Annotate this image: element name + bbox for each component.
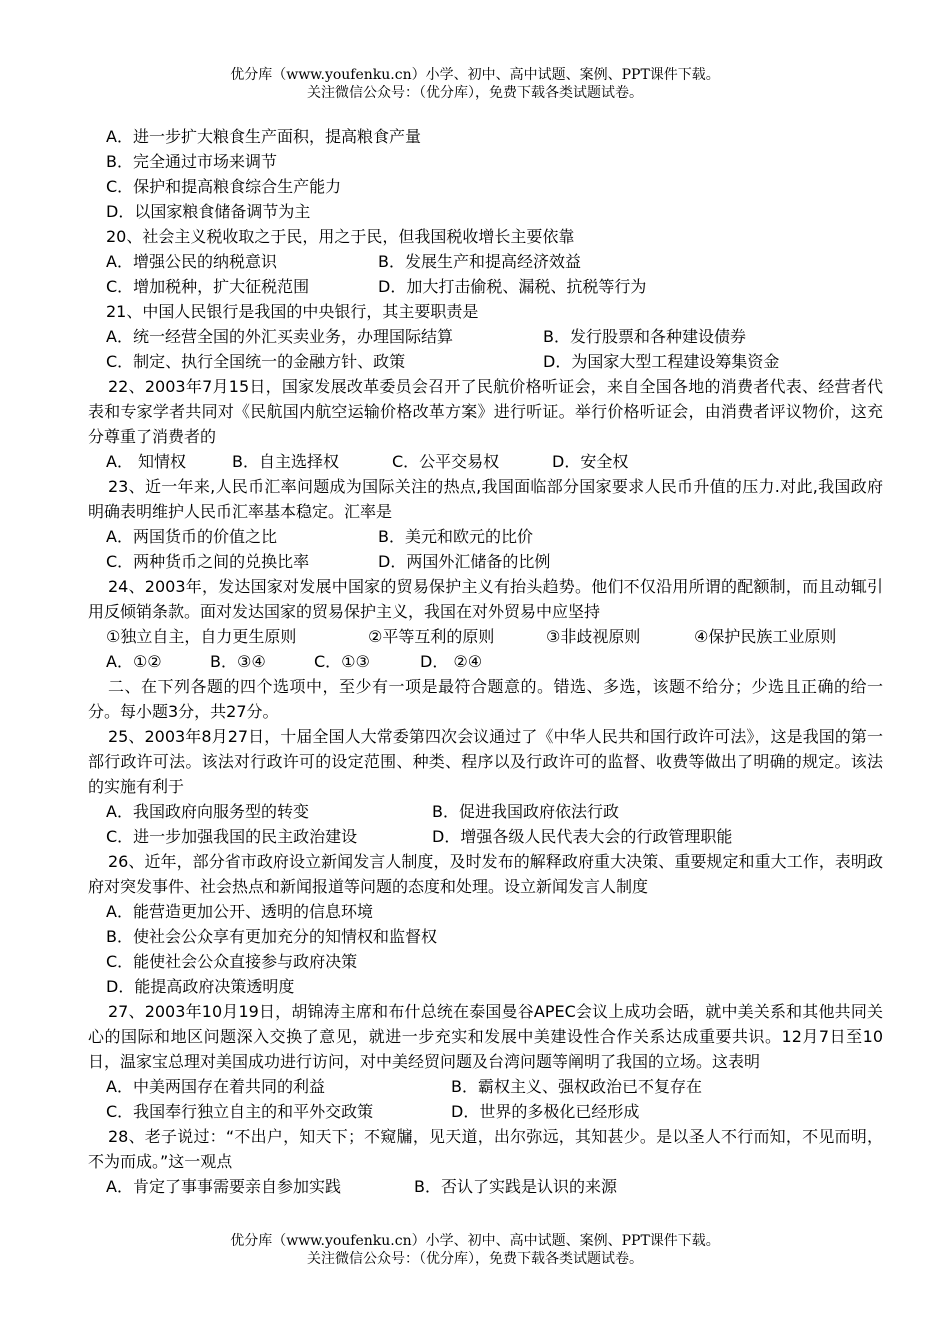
q25-option-a: A．我国政府向服务型的转变 xyxy=(106,802,309,821)
q27-options-row-2 xyxy=(88,1099,883,1124)
q20-option-c: C．增加税种，扩大征税范围 xyxy=(106,277,310,296)
q27-option-c: C．我国奉行独立自主的和平外交政策 xyxy=(106,1102,374,1121)
q27-options-row-1 xyxy=(88,1074,883,1099)
q25-options-row-2 xyxy=(88,824,883,849)
q22-options xyxy=(88,449,883,474)
q27-option-a: A．中美两国存在着共同的利益 xyxy=(106,1077,325,1096)
q26-stem: 26、近年，部分省市政府设立新闻发言人制度，及时发布的解释政府重大决策、重要规定和重大工作，表明政府对突发事件、社会热点和新闻报道等问题的态度和处理。设立新闻发言人制度 xyxy=(88,852,883,896)
q19-option-d: D．以国家粮食储备调节为主 xyxy=(106,202,311,221)
page-header xyxy=(0,66,950,102)
q20-options-row-1 xyxy=(88,249,883,274)
q24-option-c: C．①③ xyxy=(314,652,370,671)
q21-options-row-2 xyxy=(88,349,883,374)
q21-option-b: B．发行股票和各种建设债券 xyxy=(543,327,746,346)
q24-option-a: A．①② xyxy=(106,652,162,671)
section-2-instructions: 二、在下列各题的四个选项中，至少有一项是最符合题意的。错选、多选，该题不给分；少选且正确的给一分。每小题3分，共27分。 xyxy=(88,677,883,721)
q25-option-d: D．增强各级人民代表大会的行政管理职能 xyxy=(432,827,733,846)
q25-option-c: C．进一步加强我国的民主政治建设 xyxy=(106,827,358,846)
q22-option-a: A． 知情权 xyxy=(106,452,187,471)
q22-option-d: D．安全权 xyxy=(552,452,629,471)
q23-option-d: D．两国外汇储备的比例 xyxy=(378,552,551,571)
q26-option-a: A．能营造更加公开、透明的信息环境 xyxy=(106,902,373,921)
header-line-2: 关注微信公众号：（优分库），免费下载各类试题试卷。 xyxy=(307,85,643,101)
q20-stem: 20、社会主义税收取之于民，用之于民，但我国税收增长主要依靠 xyxy=(106,227,575,246)
q24-statement-4: ④保护民族工业原则 xyxy=(694,627,837,646)
q21-stem: 21、中国人民银行是我国的中央银行，其主要职责是 xyxy=(106,302,479,321)
q22-stem: 22、2003年7月15日，国家发展改革委员会召开了民航价格听证会，来自全国各地的消费者代表、经营者代表和专家学者共同对《民航国内航空运输价格改革方案》进行听证。举行价格听证会，由消费者评议物价，这充分尊重了消费者的 xyxy=(88,377,883,446)
q21-option-c: C．制定、执行全国统一的金融方针、政策 xyxy=(106,352,406,371)
q26-option-c: C．能使社会公众直接参与政府决策 xyxy=(106,952,358,971)
footer-line-1: 优分库（www.youfenku.cn）小学、初中、高中试题、案例、PPT课件下载。 xyxy=(230,1233,720,1249)
q19-option-a: A．进一步扩大粮食生产面积，提高粮食产量 xyxy=(106,127,421,146)
q25-options-row-1 xyxy=(88,799,883,824)
q27-stem: 27、2003年10月19日，胡锦涛主席和布什总统在泰国曼谷APEC会议上成功会晤，就中美关系和其他共同关心的国际和地区问题深入交换了意见，就进一步充实和发展中美建设性合作关系达成重要共识。12月7日至10日，温家宝总理对美国成功进行访问，对中美经贸问题及台湾问题等阐明了我国的立场。这表明 xyxy=(88,1002,883,1071)
q22-option-b: B．自主选择权 xyxy=(232,452,339,471)
q26-option-d: D．能提高政府决策透明度 xyxy=(106,977,295,996)
q23-stem: 23、近一年来,人民币汇率问题成为国际关注的热点,我国面临部分国家要求人民币升值的压力.对此,我国政府明确表明维护人民币汇率基本稳定。汇率是 xyxy=(88,477,883,521)
q24-option-d: D． ②④ xyxy=(420,652,483,671)
page-footer xyxy=(0,1232,950,1268)
q20-option-b: B．发展生产和提高经济效益 xyxy=(378,252,581,271)
exam-content xyxy=(88,124,883,1199)
q21-option-a: A．统一经营全国的外汇买卖业务，办理国际结算 xyxy=(106,327,453,346)
q24-options xyxy=(88,649,883,674)
q24-statement-1: ①独立自主，自力更生原则 xyxy=(106,627,297,646)
q21-options-row-1 xyxy=(88,324,883,349)
q27-option-d: D．世界的多极化已经形成 xyxy=(451,1102,640,1121)
q25-stem: 25、2003年8月27日，十届全国人大常委第四次会议通过了《中华人民共和国行政许可法》，这是我国的第一部行政许可法。该法对行政许可的设定范围、种类、程序以及行政许可的监督、收费等做出了明确的规定。该法的实施有利于 xyxy=(88,727,883,796)
q19-option-c: C．保护和提高粮食综合生产能力 xyxy=(106,177,342,196)
q25-option-b: B．促进我国政府依法行政 xyxy=(432,802,619,821)
q24-stem: 24、2003年，发达国家对发展中国家的贸易保护主义有抬头趋势。他们不仅沿用所谓的配额制，而且动辄引用反倾销条款。面对发达国家的贸易保护主义，我国在对外贸易中应坚持 xyxy=(88,577,883,621)
q23-option-a: A．两国货币的价值之比 xyxy=(106,527,277,546)
q19-option-b: B．完全通过市场来调节 xyxy=(106,152,277,171)
q23-options-row-2 xyxy=(88,549,883,574)
q20-option-a: A．增强公民的纳税意识 xyxy=(106,252,277,271)
q26-option-b: B．使社会公众享有更加充分的知情权和监督权 xyxy=(106,927,437,946)
q22-option-c: C．公平交易权 xyxy=(392,452,500,471)
q20-option-d: D．加大打击偷税、漏税、抗税等行为 xyxy=(378,277,647,296)
q23-option-c: C．两种货币之间的兑换比率 xyxy=(106,552,310,571)
q28-options-row-1 xyxy=(88,1174,883,1199)
q28-stem: 28、老子说过：“不出户，知天下；不窥牖，见天道，出尔弥远，其知甚少。是以圣人不行而知，不见而明，不为而成。”这一观点 xyxy=(88,1127,883,1171)
q21-option-d: D．为国家大型工程建设筹集资金 xyxy=(543,352,780,371)
header-line-1: 优分库（www.youfenku.cn）小学、初中、高中试题、案例、PPT课件下载。 xyxy=(230,67,720,83)
q28-option-b: B．否认了实践是认识的来源 xyxy=(414,1177,617,1196)
q24-statement-2: ②平等互利的原则 xyxy=(368,627,495,646)
q27-option-b: B．霸权主义、强权政治已不复存在 xyxy=(451,1077,702,1096)
footer-line-2: 关注微信公众号：（优分库），免费下载各类试题试卷。 xyxy=(307,1251,643,1267)
q24-option-b: B．③④ xyxy=(210,652,266,671)
q28-option-a: A．肯定了事事需要亲自参加实践 xyxy=(106,1177,341,1196)
q23-option-b: B．美元和欧元的比价 xyxy=(378,527,533,546)
q24-statements xyxy=(88,624,883,649)
q23-options-row-1 xyxy=(88,524,883,549)
q24-statement-3: ③非歧视原则 xyxy=(546,627,641,646)
q20-options-row-2 xyxy=(88,274,883,299)
